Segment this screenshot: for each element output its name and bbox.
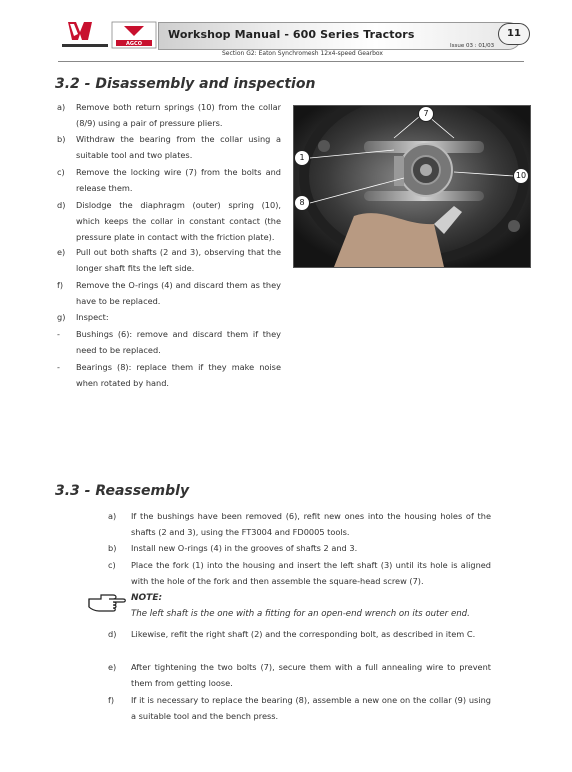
list-item xyxy=(108,659,494,693)
list-item xyxy=(57,99,283,133)
item-text: Pull out both shafts (2 and 3), observing that the longer shaft fits the left side. xyxy=(76,247,281,273)
svg-text:AGCO: AGCO xyxy=(126,41,142,47)
list-item xyxy=(108,692,494,726)
massey-ferguson-logo xyxy=(58,18,112,52)
item-label: f) xyxy=(108,695,115,705)
page-number: 11 xyxy=(498,23,530,45)
item-text: Likewise, refit the right shaft (2) and the corresponding bolt, as described in item C. xyxy=(131,629,476,639)
list-item xyxy=(57,359,283,393)
pointing-hand-icon xyxy=(87,591,127,613)
list-item xyxy=(57,277,283,311)
callout-8: 8 xyxy=(294,195,310,211)
manual-title: Workshop Manual - 600 Series Tractors xyxy=(168,28,415,41)
item-label: - xyxy=(57,362,60,372)
item-label: f) xyxy=(57,280,64,290)
gearbox-photo xyxy=(293,105,531,268)
item-label: d) xyxy=(108,629,117,639)
item-text: Install new O-rings (4) in the grooves of shafts 2 and 3. xyxy=(131,543,358,553)
item-text: After tightening the two bolts (7), secure them with a full annealing wire to prevent them from getting loose. xyxy=(131,662,491,688)
item-label: a) xyxy=(57,102,66,112)
list-item xyxy=(108,508,494,542)
item-text: If it is necessary to replace the bearing (8), assemble a new one on the collar (9) using a suitable tool and the bench press. xyxy=(131,695,491,721)
section-heading-reassembly: 3.3 - Reassembly xyxy=(55,483,190,499)
item-label: - xyxy=(57,329,60,339)
list-item xyxy=(108,557,494,591)
header-divider xyxy=(58,61,524,62)
section-heading-disassembly: 3.2 - Disassembly and inspection xyxy=(55,76,316,92)
item-label: b) xyxy=(57,134,66,144)
list-item xyxy=(57,131,283,165)
list-item xyxy=(57,164,283,198)
issue-date: Issue 03 : 01/03 xyxy=(450,43,495,49)
list-item xyxy=(108,540,494,556)
note-text: The left shaft is the one with a fitting for an open-end wrench on its outer end. xyxy=(131,609,470,619)
item-label: c) xyxy=(57,167,65,177)
callout-10: 10 xyxy=(513,168,529,184)
list-item xyxy=(108,626,494,660)
item-text: Bushings (6): remove and discard them if they need to be replaced. xyxy=(76,329,281,355)
item-text: Place the fork (1) into the housing and insert the left shaft (3) until its hole is aligned with the hole of the fork and then assemble the square-head screw (7). xyxy=(131,560,491,586)
section-label: Section G2: Eaton Synchromesh 12x4-speed Gearbox xyxy=(222,50,383,57)
item-text: Remove both return springs (10) from the collar (8/9) using a pair of pressure pliers. xyxy=(76,102,281,128)
item-text: Remove the locking wire (7) from the bolts and release them. xyxy=(76,167,281,193)
item-text: Bearings (8): replace them if they make noise when rotated by hand. xyxy=(76,362,281,388)
item-label: e) xyxy=(108,662,117,672)
item-label: d) xyxy=(57,200,66,210)
item-label: c) xyxy=(108,560,116,570)
callout-7: 7 xyxy=(418,106,434,122)
item-label: a) xyxy=(108,511,117,521)
gearbox-illustration xyxy=(294,106,530,267)
note-title: NOTE: xyxy=(131,593,163,603)
list-item xyxy=(57,326,283,360)
item-label: e) xyxy=(57,247,66,257)
item-text: Withdraw the bearing from the collar using a suitable tool and two plates. xyxy=(76,134,281,160)
item-text: Remove the O-rings (4) and discard them as they have to be replaced. xyxy=(76,280,281,306)
item-label: b) xyxy=(108,543,117,553)
list-item xyxy=(57,197,283,247)
list-item xyxy=(57,309,283,325)
item-text: If the bushings have been removed (6), refit new ones into the housing holes of the shafts (2 and 3), using the FT3004 and FD0005 tools. xyxy=(131,511,491,537)
callout-1: 1 xyxy=(294,150,310,166)
item-text: Inspect: xyxy=(76,312,109,322)
item-label: g) xyxy=(57,312,66,322)
list-item xyxy=(57,244,283,278)
item-text: Dislodge the diaphragm (outer) spring (10), which keeps the collar in constant contact (the pressure plate in contact with the friction plate). xyxy=(76,200,281,242)
agco-logo xyxy=(108,20,164,52)
